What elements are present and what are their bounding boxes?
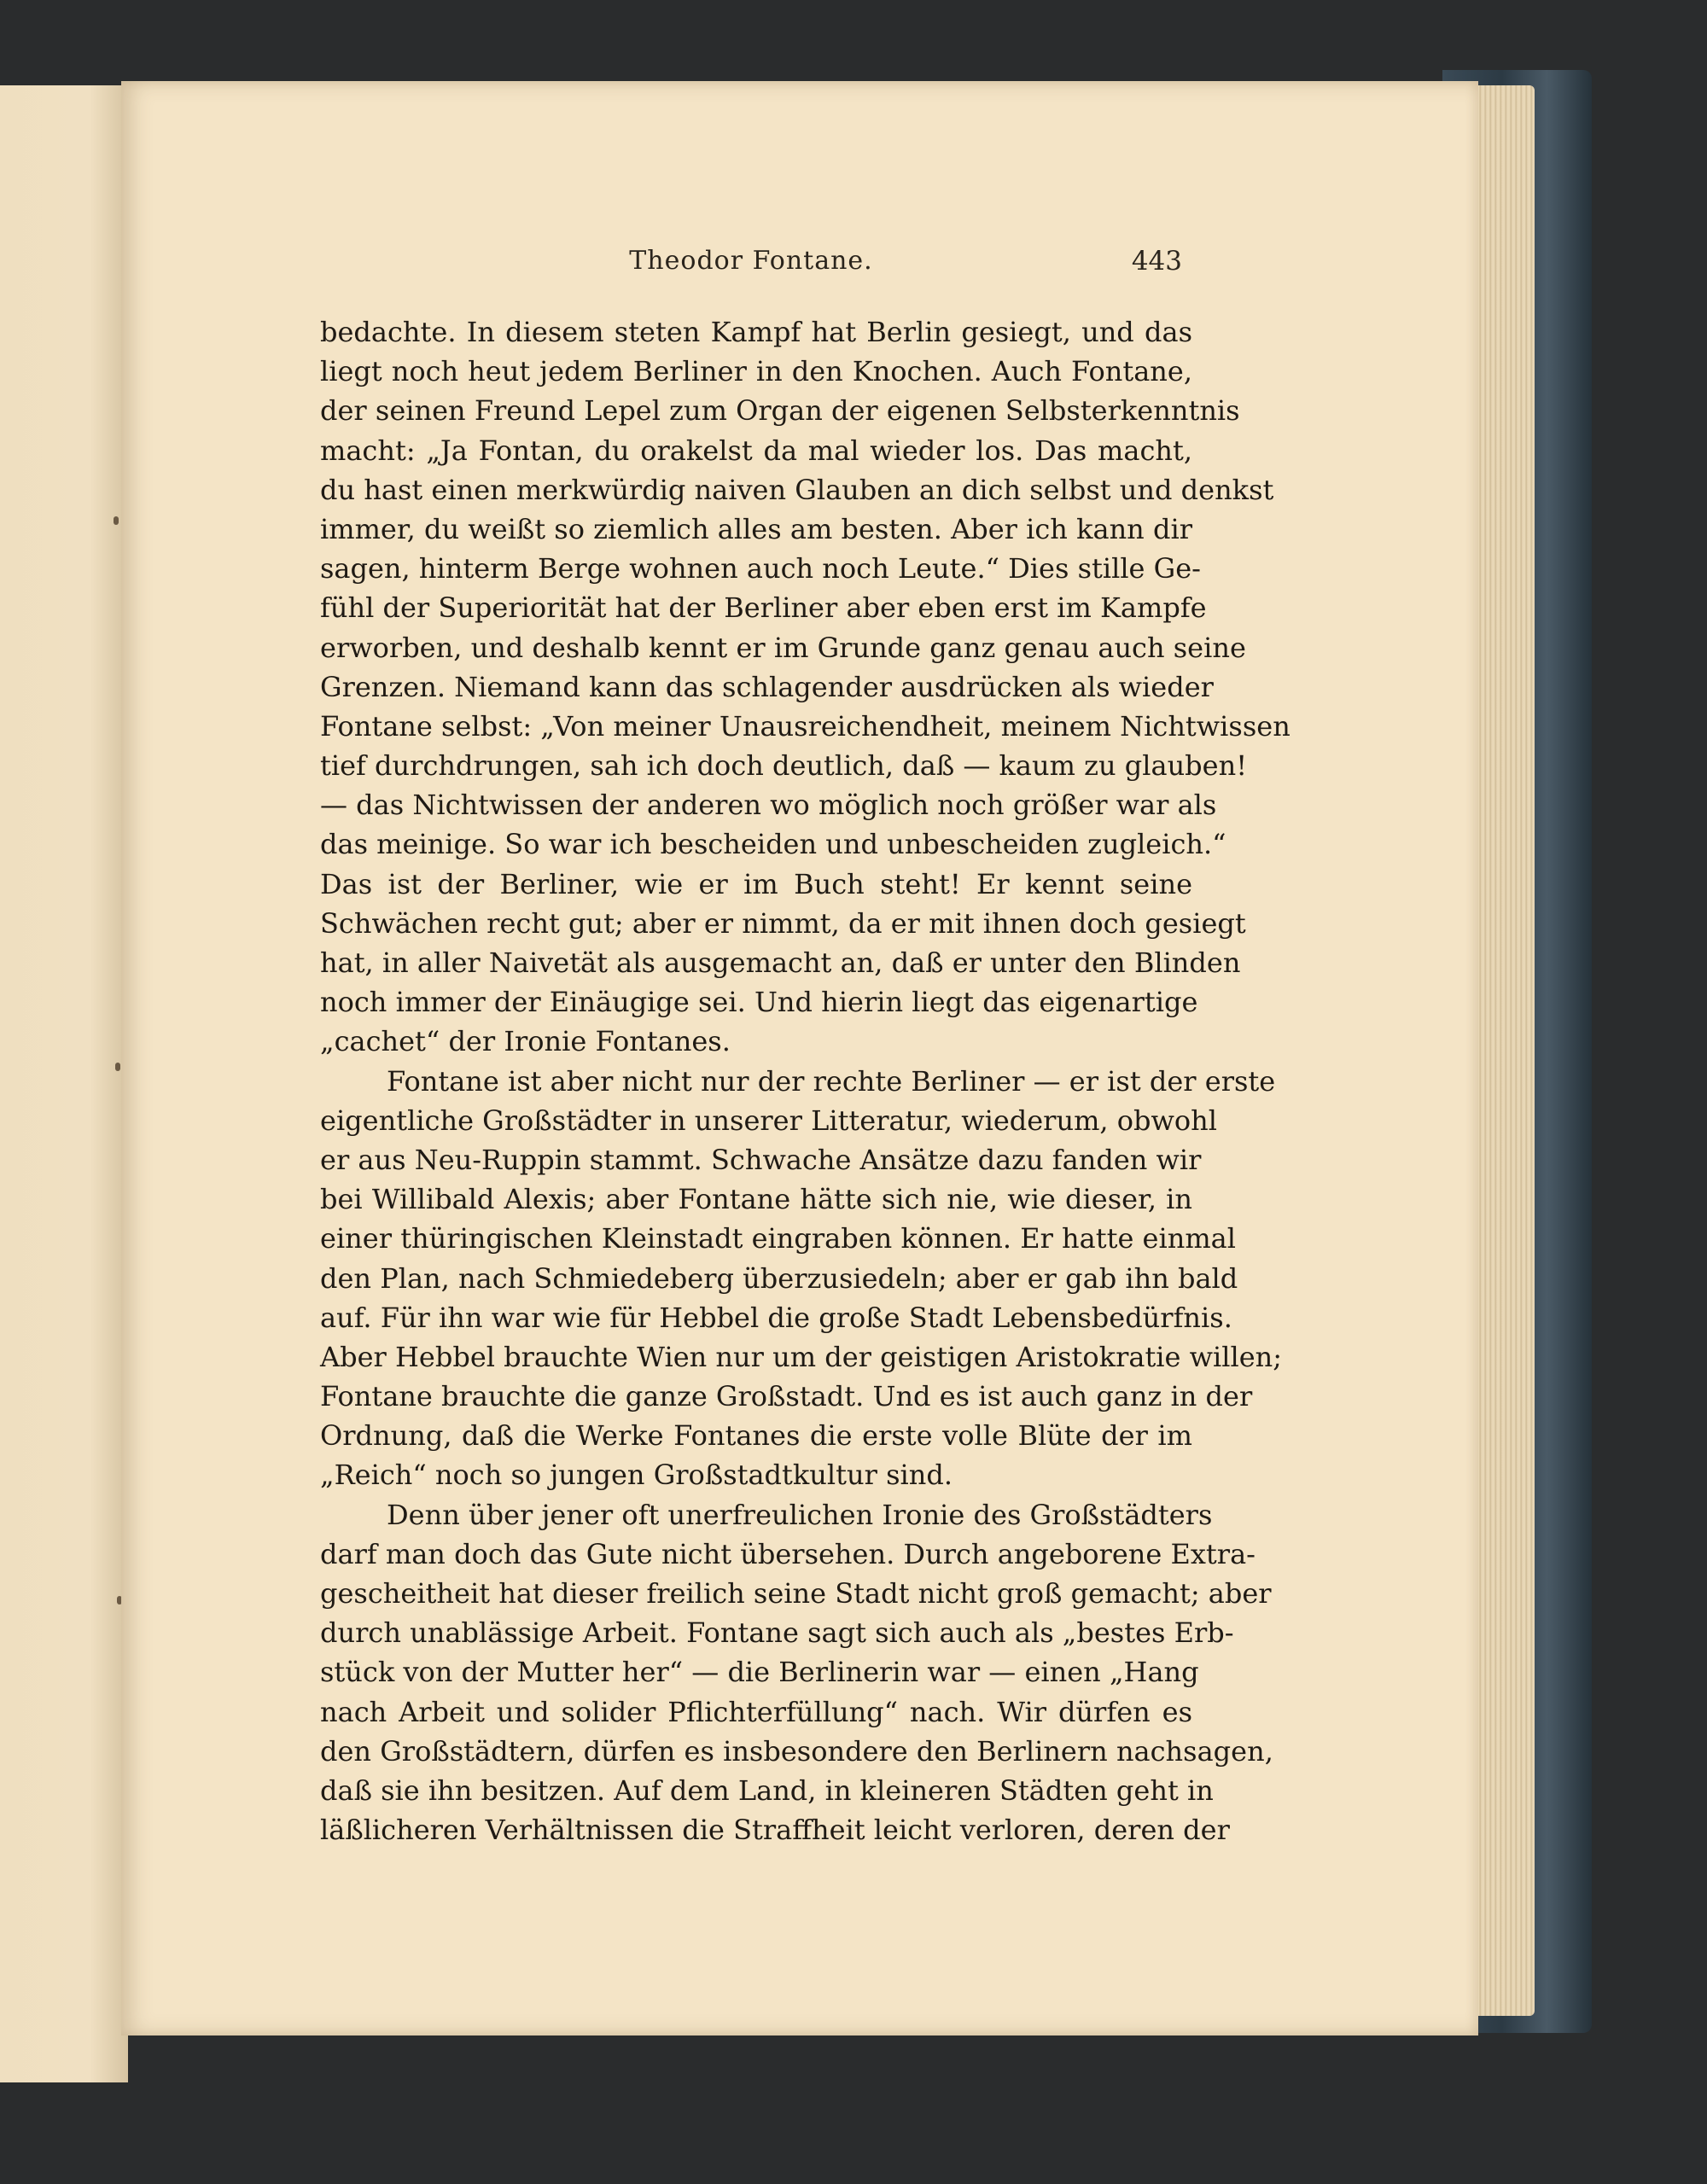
- text-line: läßlicheren Verhältnissen die Straffheit leicht verloren, deren der: [320, 1814, 1230, 1847]
- text-line: darf man doch das Gute nicht übersehen. Durch angeborene Extra-: [320, 1537, 1255, 1570]
- page-number: 443: [1131, 246, 1182, 277]
- text-line: Fontane ist aber nicht nur der rechte Berliner — er ist der erste: [387, 1064, 1276, 1098]
- text-line: daß sie ihn besitzen. Auf dem Land, in kleineren Städten geht in: [320, 1773, 1214, 1807]
- text-line: tief durchdrungen, sah ich doch deutlich, daß — kaum zu glauben!: [320, 749, 1248, 783]
- text-line: gescheitheit hat dieser freilich seine Stadt nicht groß gemacht; aber: [320, 1577, 1272, 1610]
- page-header: [320, 246, 1182, 283]
- text-line: bedachte. In diesem steten Kampf hat Berlin gesiegt, und das: [320, 316, 1192, 348]
- text-line: liegt noch heut jedem Berliner in den Knochen. Auch Fontane,: [320, 355, 1192, 388]
- text-line: immer, du weißt so ziemlich alles am besten. Aber ich kann dir: [320, 512, 1192, 545]
- text-line: fühl der Superiorität hat der Berliner aber eben erst im Kampfe: [320, 591, 1207, 625]
- text-line: — das Nichtwissen der anderen wo möglich noch größer war als: [320, 789, 1217, 822]
- text-line: er aus Neu-Ruppin stammt. Schwache Ansätze dazu fanden wir: [320, 1143, 1202, 1176]
- text-line: Fontane selbst: „Von meiner Unausreichendheit, meinem Nichtwissen: [320, 709, 1290, 743]
- text-line: Fontane brauchte die ganze Großstadt. Und es ist auch ganz in der: [320, 1380, 1253, 1413]
- text-line: hat, in aller Naivetät als ausgemacht an, daß er unter den Blinden: [320, 946, 1241, 979]
- left-page-edge: [0, 85, 128, 2082]
- text-line: Denn über jener oft unerfreulichen Ironie des Großstädters: [387, 1498, 1213, 1531]
- text-line: nach Arbeit und solider Pflichterfüllung“ nach. Wir dürfen es: [320, 1695, 1192, 1728]
- text-line: eigentliche Großstädter in unserer Litteratur, wiederum, obwohl: [320, 1104, 1218, 1137]
- text-line: Ordnung, daß die Werke Fontanes die erste volle Blüte der im: [320, 1419, 1192, 1453]
- text-line: Schwächen recht gut; aber er nimmt, da er mit ihnen doch gesiegt: [320, 906, 1246, 940]
- text-line: du hast einen merkwürdig naiven Glauben an dich selbst und denkst: [320, 473, 1274, 506]
- text-line: auf. Für ihn war wie für Hebbel die große Stadt Lebensbedürfnis.: [320, 1301, 1232, 1334]
- text-line: stück von der Mutter her“ — die Berlinerin war — einen „Hang: [320, 1656, 1199, 1689]
- text-line: macht: „Ja Fontan, du orakelst da mal wieder los. Das macht,: [320, 434, 1192, 467]
- gutter-mark: [114, 516, 119, 525]
- text-line: der seinen Freund Lepel zum Organ der eigenen Selbsterkenntnis: [320, 394, 1240, 428]
- text-line: das meinige. So war ich bescheiden und unbescheiden zugleich.“: [320, 828, 1226, 861]
- text-line: den Plan, nach Schmiedeberg überzusiedeln; aber er gab ihn bald: [320, 1261, 1238, 1295]
- text-line: durch unablässige Arbeit. Fontane sagt sich auch als „bestes Erb-: [320, 1616, 1234, 1650]
- text-line: einer thüringischen Kleinstadt eingraben können. Er hatte einmal: [320, 1222, 1236, 1255]
- text-line: „cachet“ der Ironie Fontanes.: [320, 1025, 731, 1058]
- running-title: Theodor Fontane.: [629, 246, 873, 276]
- text-line: „Reich“ noch so jungen Großstadtkultur sind.: [320, 1459, 953, 1492]
- text-line: noch immer der Einäugige sei. Und hierin liegt das eigenartige: [320, 986, 1198, 1019]
- text-line: Aber Hebbel brauchte Wien nur um der geistigen Aristokratie willen;: [320, 1340, 1283, 1373]
- text-line: Grenzen. Niemand kann das schlagender ausdrücken als wieder: [320, 670, 1214, 703]
- text-line: sagen, hinterm Berge wohnen auch noch Leute.“ Dies stille Ge-: [320, 552, 1201, 585]
- text-line: bei Willibald Alexis; aber Fontane hätte sich nie, wie dieser, in: [320, 1183, 1192, 1216]
- body-text: [320, 312, 1290, 1849]
- gutter-mark: [115, 1063, 120, 1071]
- text-line: Das ist der Berliner, wie er im Buch steht! Er kennt seine: [320, 867, 1192, 900]
- text-line: erworben, und deshalb kennt er im Grunde ganz genau auch seine: [320, 631, 1246, 664]
- text-line: den Großstädtern, dürfen es insbesondere den Berlinern nachsagen,: [320, 1734, 1273, 1768]
